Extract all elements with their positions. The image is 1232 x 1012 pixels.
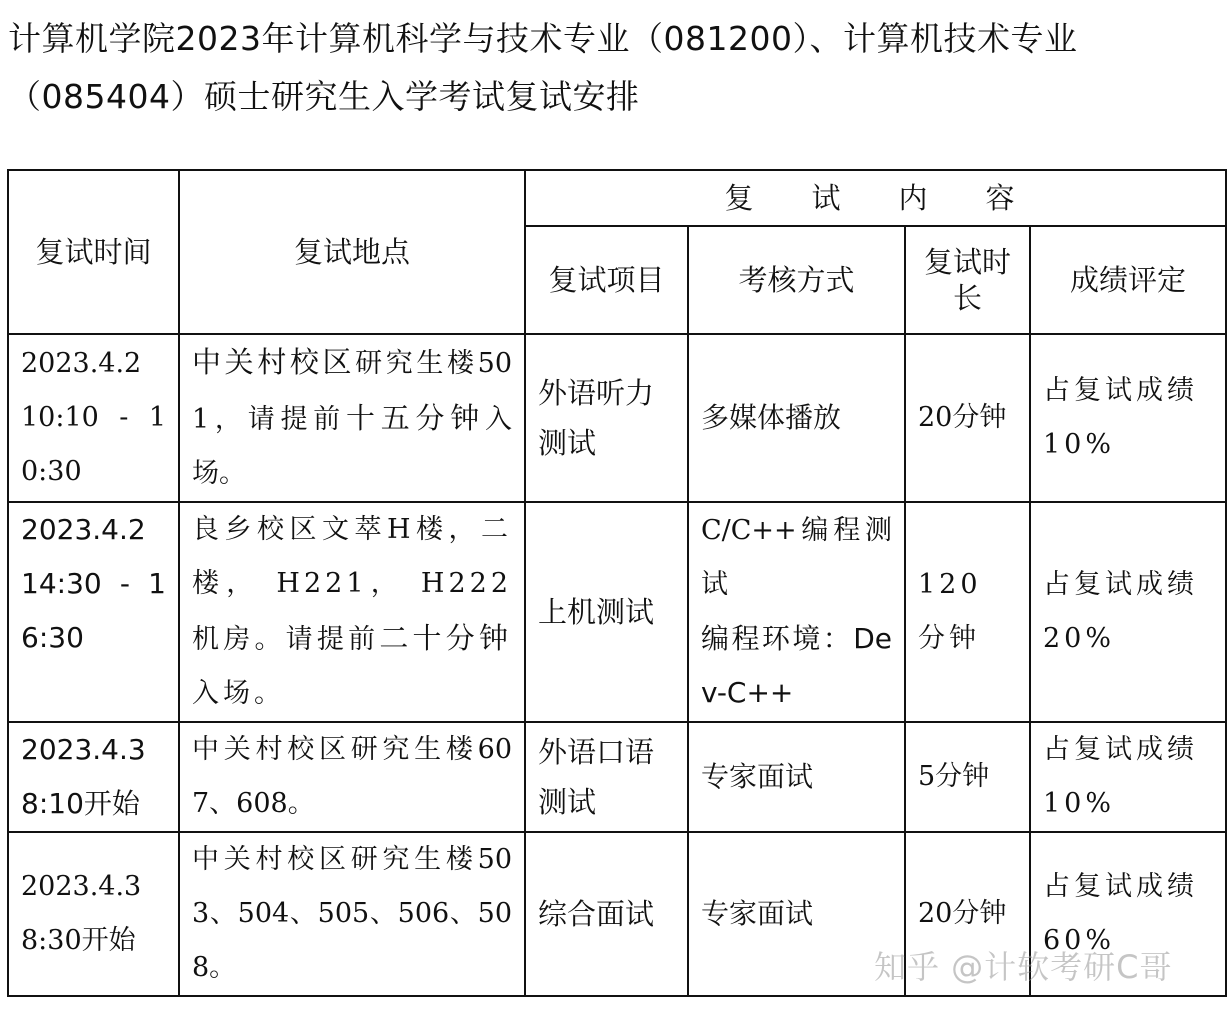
table-row xyxy=(8,722,1226,832)
cell-duration: 5分钟 xyxy=(905,722,1030,832)
cell-item: 外语听力测试 xyxy=(525,334,688,502)
header-grading: 成绩评定 xyxy=(1030,226,1226,334)
location-bold-time: 二十分钟 xyxy=(379,621,512,655)
cell-duration: 120 分钟 xyxy=(905,502,1030,722)
cell-duration: 20分钟 xyxy=(905,832,1030,996)
cell-method xyxy=(688,502,905,722)
location-end: 入场。 xyxy=(192,404,512,489)
page-title: 计算机学院2023年计算机科学与技术专业（081200）、计算机技术专业（085404）硕士研究生入学考试复试安排 xyxy=(8,19,1078,116)
cell-grading: 占复试成绩60% xyxy=(1030,832,1226,996)
cell-location xyxy=(179,502,525,722)
cell-item: 上机测试 xyxy=(525,502,688,722)
header-duration: 复试时长 xyxy=(905,226,1030,334)
cell-duration: 20分钟 xyxy=(905,334,1030,502)
cell-grading: 占复试成绩20% xyxy=(1030,502,1226,722)
location-text: 良乡校区文萃H楼，二楼， H221， H222 机房。请提前 xyxy=(192,514,512,655)
zhihu-watermark: 知乎 @计软考研C哥 xyxy=(874,948,1173,986)
location-text: 研究生楼501，请提前 xyxy=(192,348,512,435)
table-row xyxy=(8,502,1226,722)
header-content-group: 复试内容 xyxy=(525,170,1226,226)
location-end: 入场。 xyxy=(192,678,285,709)
cell-grading: 占复试成绩10% xyxy=(1030,722,1226,832)
cell-method: 专家面试 xyxy=(688,832,905,996)
cell-location xyxy=(179,334,525,502)
cell-method: 多媒体播放 xyxy=(688,334,905,502)
cell-grading: 占复试成绩10% xyxy=(1030,334,1226,502)
header-time: 复试时间 xyxy=(8,170,179,334)
header-item: 复试项目 xyxy=(525,226,688,334)
cell-location: 中关村校区研究生楼503、504、505、506、508。 xyxy=(179,832,525,996)
header-location: 复试地点 xyxy=(179,170,525,334)
cell-time: 2023.4.3 8:10开始 xyxy=(8,722,179,832)
cell-time: 2023.4.3 8:30开始 xyxy=(8,832,179,996)
location-bold: 中关村校区 xyxy=(192,345,356,379)
cell-time: 2023.4.2 10:10 - 10:30 xyxy=(8,334,179,502)
cell-location: 中关村校区研究生楼607、608。 xyxy=(179,722,525,832)
location-bold-time: 十五分钟 xyxy=(345,401,485,435)
table-row xyxy=(8,334,1226,502)
header-method: 考核方式 xyxy=(688,226,905,334)
schedule-table xyxy=(7,169,1227,997)
cell-item: 综合面试 xyxy=(525,832,688,996)
cell-item: 外语口语测试 xyxy=(525,722,688,832)
cell-method: 专家面试 xyxy=(688,722,905,832)
method-line-1: C/C++编程测试 xyxy=(701,515,892,600)
cell-time: 2023.4.2 14:30 - 16:30 xyxy=(8,502,179,722)
method-line-2: 编程环境：Dev-C++ xyxy=(701,622,892,709)
